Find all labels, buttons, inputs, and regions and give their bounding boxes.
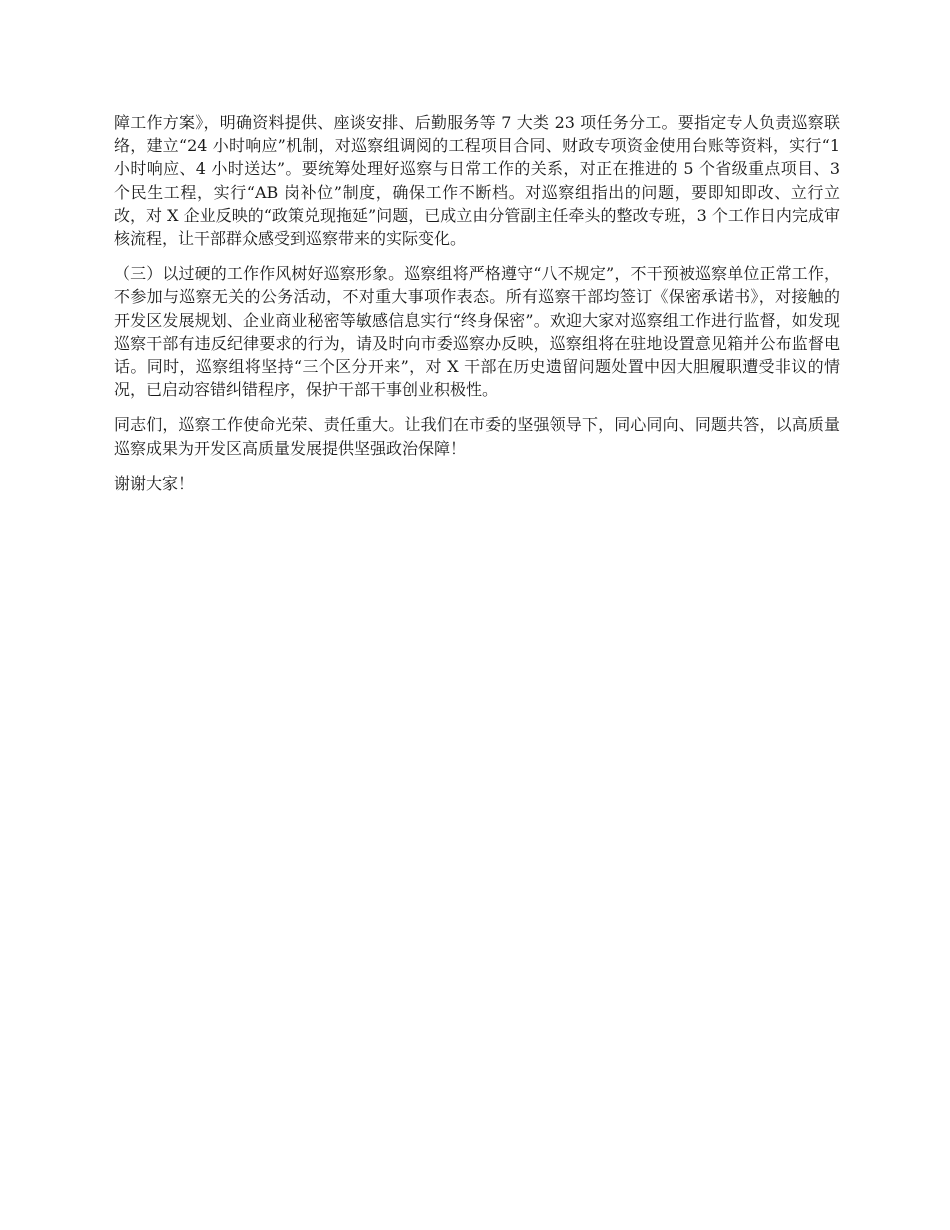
paragraph-work-style: （三）以过硬的工作作风树好巡察形象。巡察组将严格遵守“八不规定”，不干预被巡察单位正常工作，不参加与巡察无关的公务活动，不对重大事项作表态。所有巡察干部均签订《保密承诺书》，对接触的开发区发展规划、企业商业秘密等敏感信息实行“终身保密”。欢迎大家对巡察组工作进行监督，如发现巡察干部有违反纪律要求的行为，请及时向市委巡察办反映，巡察组将在驻地设置意见箱并公布监督电话。同时，巡察组将坚持“三个区分开来”，对 X 干部在历史遗留问题处置中因大胆履职遭受非议的情况，已启动容错纠错程序，保护干部干事创业积极性。 [114,264,840,400]
paragraph-support-work: 障工作方案》，明确资料提供、座谈安排、后勤服务等 7 大类 23 项任务分工。要指定专人负责巡察联络，建立“24 小时响应”机制，对巡察组调阅的工程项目合同、财政专项资金使用台账等资料，实行“1 小时响应、4 小时送达”。要统筹处理好巡察与日常工作的关系，对正在推进的 5 个省级重点项目、3 个民生工程，实行“AB 岗补位”制度，确保工作不断档。对巡察组指出的问题，要即知即改、立行立改，对 X 企业反映的“政策兑现拖延”问题，已成立由分管副主任牵头的整改专班，3 个工作日内完成审核流程，让干部群众感受到巡察带来的实际变化。 [114,113,840,249]
paragraph-closing: 同志们，巡察工作使命光荣、责任重大。让我们在市委的坚强领导下，同心同向、同题共答，以高质量巡察成果为开发区高质量发展提供坚强政治保障！ [114,415,840,458]
document-body [114,111,840,507]
paragraph-thanks: 谢谢大家！ [114,473,195,493]
